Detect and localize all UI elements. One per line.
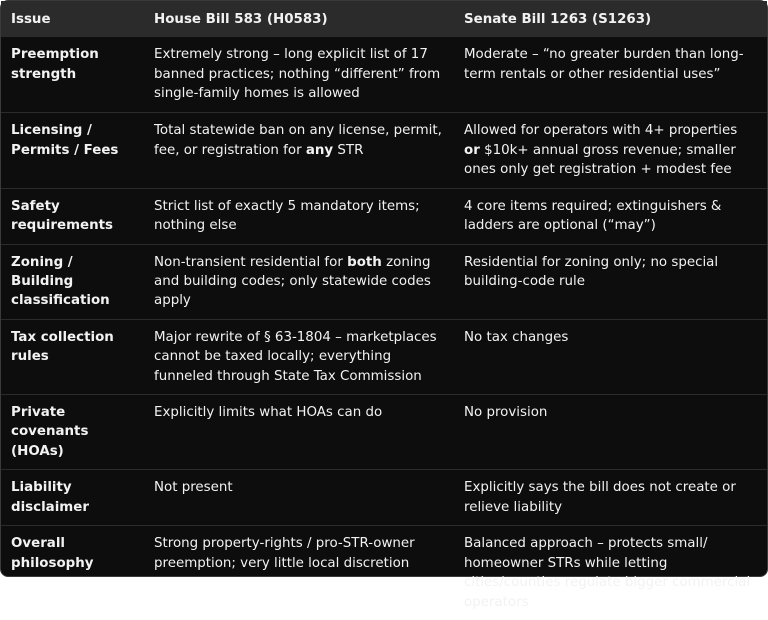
house-cell: [144, 113, 454, 188]
issue-cell: Preemption strength: [1, 37, 144, 113]
cell-text: Allowed for operators with 4+ properties: [464, 123, 738, 139]
cell-text: zoning and building codes; only statewide codes apply: [154, 254, 431, 309]
emphasis-text: both: [347, 254, 382, 270]
table-row: [1, 526, 767, 620]
table-row: [1, 244, 767, 319]
emphasis-text: or: [464, 142, 480, 158]
issue-cell: Safety requirements: [1, 188, 144, 244]
table-row: [1, 319, 767, 394]
house-cell: Strong property-rights / pro-STR-owner preemption; very little local discretion: [144, 526, 454, 620]
table-header-row: [1, 1, 767, 37]
house-cell: Not present: [144, 470, 454, 526]
table-row: [1, 470, 767, 526]
issue-cell: Tax collection rules: [1, 319, 144, 394]
house-cell: Explicitly limits what HOAs can do: [144, 395, 454, 470]
senate-cell: Moderate – “no greater burden than long-term rentals or other residential uses”: [454, 37, 767, 113]
emphasis-text: any: [305, 142, 334, 158]
senate-cell: No provision: [454, 395, 767, 470]
house-cell: Extremely strong – long explicit list of 17 banned practices; nothing “different” from single-family homes is allowed: [144, 37, 454, 113]
cell-text: Total statewide ban on any license, permit, fee, or registration for: [154, 123, 442, 158]
senate-cell: 4 core items required; extinguishers & ladders are optional (“may”): [454, 188, 767, 244]
senate-cell: Residential for zoning only; no special building-code rule: [454, 244, 767, 319]
issue-cell: Overall philosophy: [1, 526, 144, 620]
issue-cell: Liability disclaimer: [1, 470, 144, 526]
house-cell: Major rewrite of § 63-1804 – marketplaces cannot be taxed locally; everything funneled through State Tax Commission: [144, 319, 454, 394]
table-row: [1, 113, 767, 188]
cell-text: Non-transient residential for: [154, 254, 348, 270]
header-house-bill: House Bill 583 (H0583): [144, 1, 454, 37]
cell-text: STR: [333, 142, 364, 158]
header-senate-bill: Senate Bill 1263 (S1263): [454, 1, 767, 37]
header-issue: Issue: [1, 1, 144, 37]
issue-cell: Private covenants (HOAs): [1, 395, 144, 470]
senate-cell: [454, 113, 767, 188]
cell-text: $10k+ annual gross revenue; smaller ones only get registration + modest fee: [464, 142, 736, 178]
issue-cell: Zoning / Building classification: [1, 244, 144, 319]
senate-cell: Explicitly says the bill does not create or relieve liability: [454, 470, 767, 526]
table-row: [1, 37, 767, 113]
house-cell: Strict list of exactly 5 mandatory items; nothing else: [144, 188, 454, 244]
senate-cell: Balanced approach – protects small/ homeowner STRs while letting cities/counties regulate bigger commercial operators: [454, 526, 767, 620]
bill-comparison-table: [1, 1, 767, 620]
table-row: [1, 188, 767, 244]
issue-cell: Licensing / Permits / Fees: [1, 113, 144, 188]
senate-cell: No tax changes: [454, 319, 767, 394]
table-row: [1, 395, 767, 470]
house-cell: [144, 244, 454, 319]
